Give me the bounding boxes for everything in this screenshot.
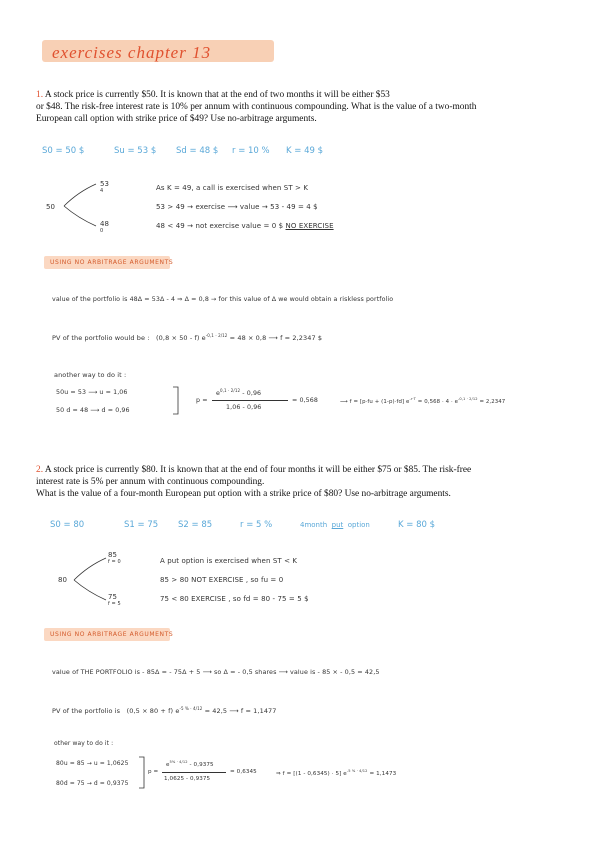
ex1-given-k: K = 49 $ (286, 146, 324, 156)
ex2-note-2: 85 > 80 NOT EXERCISE , so fu = 0 (160, 576, 284, 584)
ex1-binomial-tree (62, 180, 102, 230)
page-title: exercises chapter 13 (52, 43, 212, 62)
ex1-portfolio-line: value of the portfolio is 48Δ = 53Δ - 4 ⇒ Δ = 0,8 → for this value of Δ we would obtain a riskless portfolio (52, 296, 394, 303)
ex2-f-line: ⇒ f = [(1 - 0,6345) · 5] $e^{-5 \% \cdot 4/12} = 1,1473$ (276, 769, 397, 777)
ex1-p-numerator: $e^{0,1 \cdot 2/12} - 0,96$ (216, 388, 262, 398)
ex2-note-1: A put option is exercised when ST < K (160, 557, 298, 565)
ex1-p-denominator: 1,06 - 0,96 (226, 404, 262, 411)
ex2-given-k: K = 80 $ (398, 520, 436, 530)
ex1-f-line: ⟶ f = [p·fu + (1-p)·fd] $e^{-r\cdot T} = 0,568 \cdot 4 \cdot e^{-0,1 \cdot 2/12} = 2,2347$ (340, 397, 506, 405)
ex2-other-way: other way to do it : (54, 740, 114, 747)
ex2-note-3: 75 < 80 EXERCISE , so fd = 80 - 75 = 5 $ (160, 595, 309, 603)
ex1-bracket (172, 386, 180, 416)
ex1-number: 1. (36, 90, 44, 100)
ex2-statement-line1: 2. A stock price is currently $80. It is known that at the end of four months it will be either $75 or $85. The risk-free (36, 465, 472, 475)
ex1-statement-line3: European call option with strike price of $49? Use no-arbitrage arguments. (36, 114, 317, 124)
ex2-pv-line: PV of the portfolio is (0,5 × 80 + f) $e^{-5 \% \cdot 4/12} = 42,5$ ⟶ f = 1,1477 (52, 706, 277, 716)
ex1-other-way: another way to do it : (54, 371, 127, 379)
ex2-tree-up-payoff: f = 0 (108, 559, 121, 565)
ex2-statement-line3: What is the value of a four-month European put option with a strike price of $80? Use no-arbitrage arguments. (36, 489, 451, 499)
ex1-tree-up-payoff: 4 (100, 188, 104, 194)
ex2-tree-root: 80 (58, 576, 68, 584)
ex2-given-s1: S1 = 75 (124, 520, 159, 530)
ex2-tree-down-payoff: f = 5 (108, 601, 121, 607)
ex2-p-denominator: 1,0625 - 0,9375 (164, 776, 211, 782)
ex1-tree-down-payoff: 0 (100, 228, 104, 234)
ex2-p-fraction-bar (162, 772, 226, 773)
ex1-tree-down: 48 (100, 220, 110, 228)
ex2-d-line: 80d = 75 → d = 0,9375 (56, 780, 129, 787)
ex1-no-exercise: NO EXERCISE (285, 222, 334, 230)
ex1-given-r: r = 10 % (232, 146, 270, 156)
ex2-p-value: = 0,6345 (230, 769, 257, 775)
ex1-note-1: As K = 49, a call is exercised when ST > K (156, 184, 309, 192)
ex1-p-label: p = (196, 397, 208, 404)
ex1-pv-line: PV of the portfolio would be : (0,8 × 50 - f) $e^{-0,1 \cdot 2/12} = 48 \times 0,8$ ⟶ f = 2,2347 $ (52, 333, 323, 343)
ex2-method-label: USING NO ARBITRAGE ARGUMENTS (50, 631, 174, 638)
ex2-p-label: p = (148, 769, 159, 775)
ex2-given-maturity: 4month put option (300, 521, 370, 529)
ex2-tree-up: 85 (108, 551, 118, 559)
ex1-tree-root: 50 (46, 203, 56, 211)
ex2-tree-down: 75 (108, 593, 118, 601)
ex1-note-2: 53 > 49 → exercise ⟶ value → 53 - 49 = 4 $ (156, 203, 318, 211)
ex1-p-value: = 0,568 (292, 397, 319, 404)
ex1-method-label: USING NO ARBITRAGE ARGUMENTS (50, 259, 174, 266)
ex1-tree-up: 53 (100, 180, 110, 188)
ex2-u-line: 80u = 85 → u = 1,0625 (56, 760, 129, 767)
ex1-given-su: Su = 53 $ (114, 146, 157, 156)
ex1-given-s0: S0 = 50 $ (42, 146, 85, 156)
ex2-statement-line2: interest rate is 5% per annum with continuous compounding. (36, 477, 265, 487)
ex1-u-line: 50u = 53 ⟶ u = 1,06 (56, 389, 128, 396)
ex2-portfolio-line: value of THE PORTFOLIO is - 85Δ = - 75Δ + 5 ⟶ so Δ = - 0,5 shares ⟶ value is - 85 × - 0,5 = 42,5 (52, 668, 380, 676)
ex2-p-numerator: $e^{5\% \cdot 4/12} - 0,9375$ (166, 760, 214, 768)
ex2-bracket (138, 756, 146, 790)
ex1-d-line: 50 d = 48 ⟶ d = 0,96 (56, 407, 130, 414)
ex1-given-sd: Sd = 48 $ (176, 146, 219, 156)
ex2-number: 2. (36, 465, 44, 475)
ex1-statement-line1: 1. A stock price is currently $50. It is known that at the end of two months it will be either $53 (36, 90, 390, 100)
ex2-given-s0: S0 = 80 (50, 520, 85, 530)
ex2-given-s2: S2 = 85 (178, 520, 213, 530)
ex2-given-r: r = 5 % (240, 520, 273, 530)
ex1-note-3: 48 < 49 → not exercise value = 0 $ NO EXERCISE (156, 222, 334, 230)
ex1-p-fraction-bar (212, 400, 288, 401)
ex2-binomial-tree (72, 556, 112, 606)
ex1-statement-line2: or $48. The risk-free interest rate is 10% per annum with continuous compounding. What is the value of a two-month (36, 102, 477, 112)
